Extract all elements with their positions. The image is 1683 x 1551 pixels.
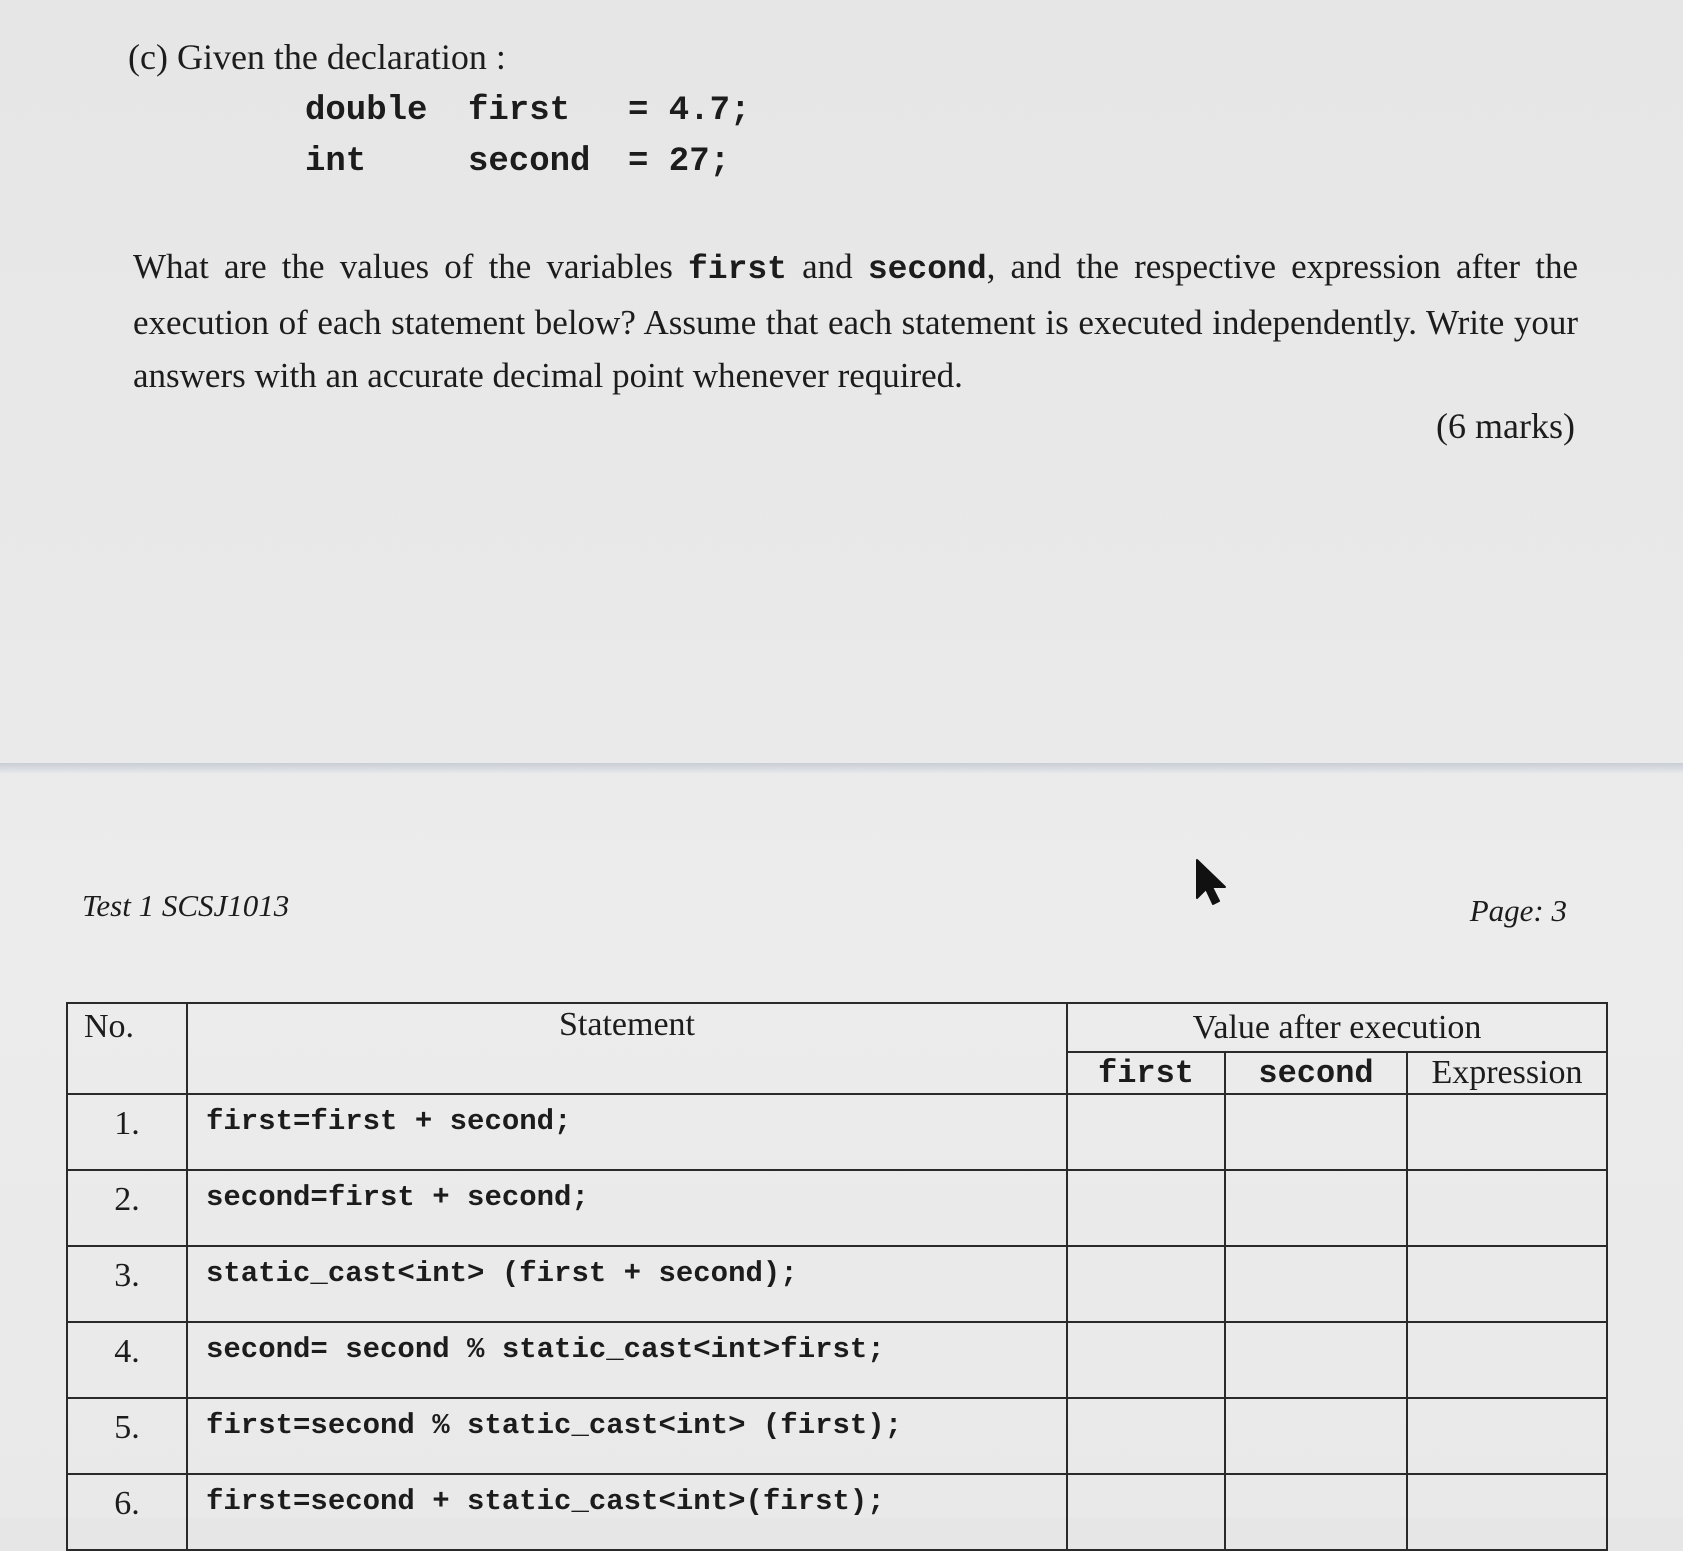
answer-cell-second[interactable] <box>1225 1094 1407 1170</box>
footer-course-label: Test 1 SCSJ1013 <box>82 888 290 923</box>
header-expression: Expression <box>1407 1052 1607 1094</box>
answer-cell-second[interactable] <box>1225 1322 1407 1398</box>
row-number: 5. <box>67 1398 187 1474</box>
answer-cell-expression[interactable] <box>1407 1094 1607 1170</box>
code-variable: first <box>468 92 571 130</box>
answer-cell-second[interactable] <box>1225 1398 1407 1474</box>
declaration-line-first <box>305 92 750 130</box>
row-number: 2. <box>67 1170 187 1246</box>
answer-cell-first[interactable] <box>1067 1398 1225 1474</box>
answer-cell-expression[interactable] <box>1407 1398 1607 1474</box>
answer-cell-second[interactable] <box>1225 1170 1407 1246</box>
question-text-part: and <box>787 247 868 286</box>
page-divider <box>0 763 1683 773</box>
question-label: (c) Given the declaration : <box>128 37 506 77</box>
row-statement: second=first + second; <box>187 1170 1067 1246</box>
table-row <box>67 1322 1607 1398</box>
marks-label: (6 marks) <box>1436 406 1575 446</box>
row-number: 6. <box>67 1474 187 1550</box>
mouse-pointer-arrow-icon <box>1194 858 1230 913</box>
code-type: double <box>305 92 428 130</box>
table-row <box>67 1170 1607 1246</box>
table-row <box>67 1246 1607 1322</box>
inline-code-first: first <box>687 251 787 288</box>
answer-cell-first[interactable] <box>1067 1322 1225 1398</box>
page-number: Page: 3 <box>1469 893 1567 928</box>
code-variable: second <box>468 143 591 181</box>
code-assignment: = 27; <box>628 143 731 181</box>
answer-cell-second[interactable] <box>1225 1246 1407 1322</box>
table-row <box>67 1474 1607 1550</box>
answer-cell-first[interactable] <box>1067 1094 1225 1170</box>
answer-cell-expression[interactable] <box>1407 1170 1607 1246</box>
table-row <box>67 1398 1607 1474</box>
row-statement: first=second + static_cast<int>(first); <box>187 1474 1067 1550</box>
question-text-part: What are the values of the variables <box>133 247 688 286</box>
table-row <box>67 1094 1607 1170</box>
header-no: No. <box>67 1003 187 1094</box>
answer-cell-first[interactable] <box>1067 1246 1225 1322</box>
row-number: 3. <box>67 1246 187 1322</box>
row-statement: first=second % static_cast<int> (first); <box>187 1398 1067 1474</box>
inline-code-second: second <box>867 251 987 288</box>
row-number: 1. <box>67 1094 187 1170</box>
row-statement: first=first + second; <box>187 1094 1067 1170</box>
row-statement: second= second % static_cast<int>first; <box>187 1322 1067 1398</box>
row-statement: static_cast<int> (first + second); <box>187 1246 1067 1322</box>
answer-cell-expression[interactable] <box>1407 1474 1607 1550</box>
declaration-line-second <box>305 143 730 181</box>
header-first: first <box>1067 1052 1225 1094</box>
row-number: 4. <box>67 1322 187 1398</box>
answer-cell-first[interactable] <box>1067 1474 1225 1550</box>
question-text-part: , and the respective expression after the execution of each statement below? Assume that each statement is executed independently. Write your answers with an accurate decimal point whenever required. <box>133 247 1578 395</box>
answer-cell-expression[interactable] <box>1407 1322 1607 1398</box>
header-value-after-execution: Value after execution <box>1067 1003 1607 1052</box>
answer-cell-second[interactable] <box>1225 1474 1407 1550</box>
header-second: second <box>1225 1052 1407 1094</box>
header-statement: Statement <box>187 1003 1067 1094</box>
code-assignment: = 4.7; <box>628 92 751 130</box>
question-text <box>133 240 1578 402</box>
table-header-row <box>67 1003 1607 1052</box>
answer-table <box>66 1002 1608 1551</box>
answer-cell-first[interactable] <box>1067 1170 1225 1246</box>
answer-cell-expression[interactable] <box>1407 1246 1607 1322</box>
code-type: int <box>305 143 367 181</box>
